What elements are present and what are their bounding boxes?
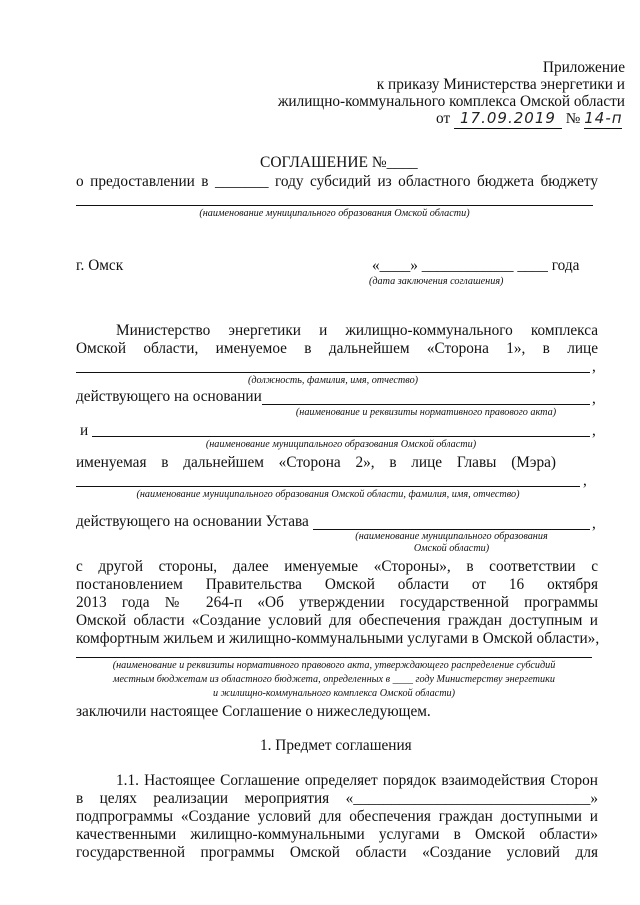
concluded-text: заключили настоящее Соглашение о нижеследующем. xyxy=(76,703,431,720)
document-subtitle: о предоставлении в _______ году субсидий из областного бюджета бюджету xyxy=(76,173,598,190)
comma: , xyxy=(592,422,596,439)
comma: , xyxy=(592,390,596,407)
order-date-row xyxy=(436,110,622,129)
and-label: и xyxy=(80,422,89,439)
party2-municipality-line xyxy=(92,436,590,437)
city-label: г. Омск xyxy=(76,257,124,274)
municipality-short-caption-1: (наименование муниципального образования xyxy=(355,531,548,542)
document-title: СОГЛАШЕНИЕ №____ xyxy=(260,154,418,171)
municipality-line xyxy=(76,205,593,206)
acting-basis-label: действующего на основании xyxy=(76,388,262,405)
para3-line2: в целях реализации мероприятия «_______________________________» xyxy=(76,790,598,807)
party1-line2: Омской области, именуемое в дальнейшем «Сторона 1», в лице xyxy=(76,340,598,357)
order-number-handwritten: 14-п xyxy=(584,109,623,127)
party1-position-line xyxy=(76,372,590,373)
party2-head-line xyxy=(76,486,580,487)
para3-line4: качественными жилищно-коммунальными услугами в Омской области» xyxy=(76,826,598,843)
agreement-date-caption: (дата заключения соглашения) xyxy=(369,276,504,287)
acting-charter-label: действующего на основании Устава xyxy=(76,513,309,530)
long-caption-line3: и жилищно-коммунального комплекса Омской области) xyxy=(212,688,456,699)
from-label: от xyxy=(436,110,451,127)
order-ref-line2: жилищно-коммунального комплекса Омской области xyxy=(277,93,625,110)
order-ref-line1: к приказу Министерства энергетики и xyxy=(376,76,625,93)
comma: , xyxy=(592,515,596,532)
position-caption: (должность, фамилия, имя, отчество) xyxy=(247,375,419,386)
normative-act-caption: (наименование и реквизиты нормативного правового акта) xyxy=(295,407,557,418)
number-label: № xyxy=(565,110,581,127)
para3-line5: государственной программы Омской области «Создание условий для xyxy=(76,844,598,861)
para3-line3: подпрограммы «Создание условий для обеспечения граждан доступными и xyxy=(76,808,598,825)
party2-line: именуемая в дальнейшем «Сторона 2», в лице Главы (Мэра) xyxy=(76,454,556,471)
comma: , xyxy=(592,358,596,375)
agreement-date-line: «____» ____________ ____ года xyxy=(372,257,580,274)
municipality-caption: (наименование муниципального образования Омской области) xyxy=(199,208,470,219)
basis-line xyxy=(262,404,590,405)
para2-line3: 2013 года № 264-п «Об утверждении государственной программы xyxy=(76,594,598,611)
long-caption-line1: (наименование и реквизиты нормативного правового акта, утверждающего распределение субсидий xyxy=(112,660,556,671)
para3-line1: 1.1. Настоящее Соглашение определяет порядок взаимодействия Сторон xyxy=(116,772,598,789)
normative-act-line xyxy=(76,657,592,658)
municipality-short-caption-2: Омской области) xyxy=(413,543,490,554)
municipality-caption-2: (наименование муниципального образования Омской области) xyxy=(205,439,477,450)
comma: , xyxy=(583,472,587,489)
charter-line xyxy=(313,529,590,530)
para2-line1: с другой стороны, далее именуемые «Стороны», в соответствии с xyxy=(76,558,598,575)
para2-line2: постановлением Правительства Омской области от 16 октября xyxy=(76,576,598,593)
long-caption-line2: местным бюджетам из областного бюджета, определенных в ____ году Министерству энергетики xyxy=(113,674,555,685)
appendix-label: Приложение xyxy=(542,59,625,76)
section1-title: 1. Предмет соглашения xyxy=(260,737,412,754)
municipality-fio-caption: (наименование муниципального образования Омской области, фамилия, имя, отчество) xyxy=(136,489,520,500)
para2-line4: Омской области «Создание условий для обеспечения граждан доступным и xyxy=(76,612,598,629)
order-date-handwritten: 17.09.2019 xyxy=(454,110,562,129)
party1-line1: Министерство энергетики и жилищно-коммунального комплекса xyxy=(116,322,598,339)
para2-line5: комфортным жильем и жилищно-коммунальными услугами в Омской области», xyxy=(76,630,600,647)
